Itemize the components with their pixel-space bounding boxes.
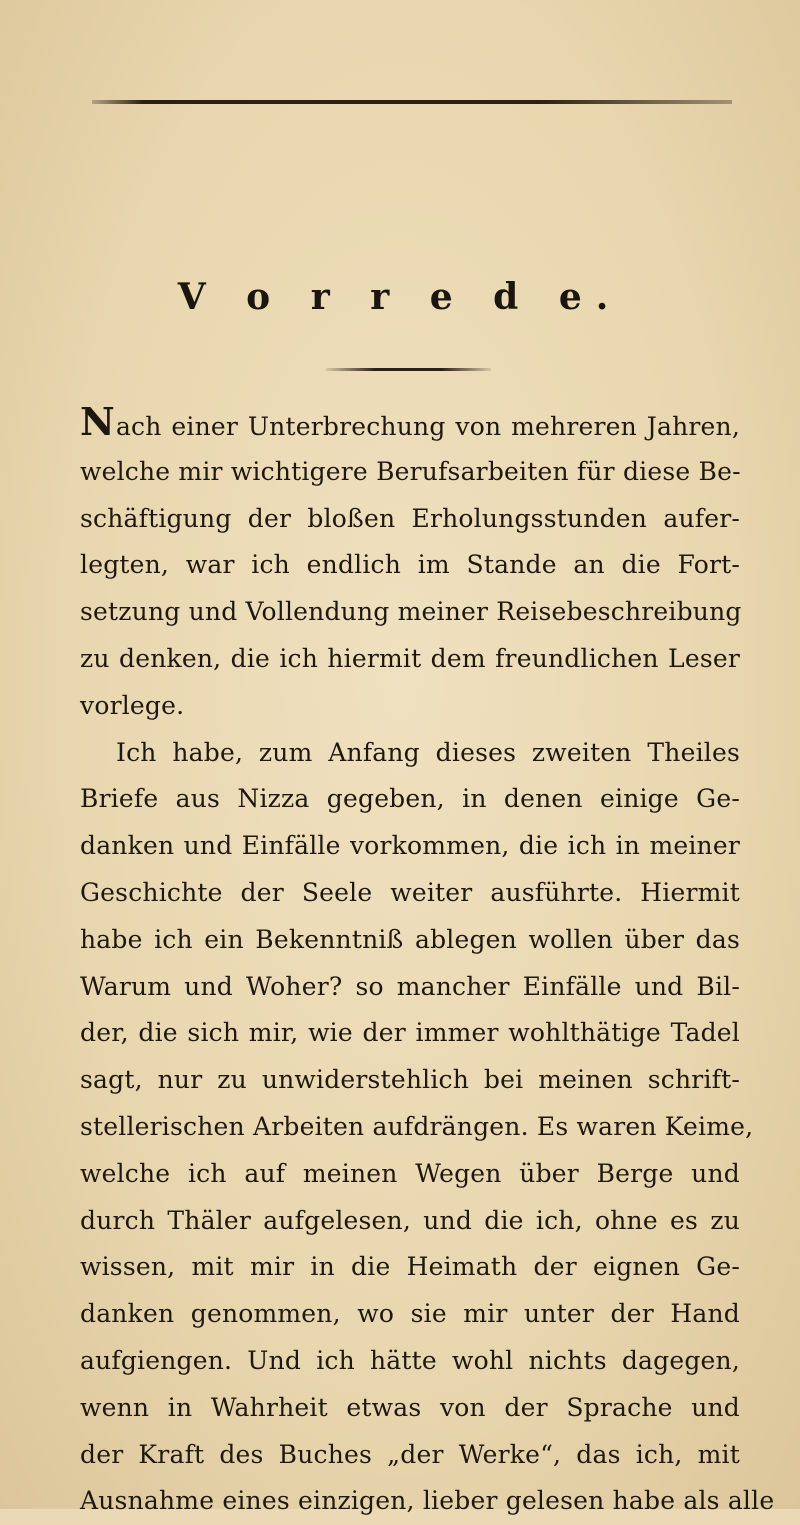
text-line: stellerischen Arbeiten aufdrängen. Es waren Keime, [80, 1111, 754, 1141]
body-text [80, 399, 775, 1525]
page-title: V o r r e d e. [177, 276, 623, 318]
text-line: Briefe aus Nizza gegeben, in denen einige Ge- [80, 784, 740, 814]
top-rule [92, 100, 732, 104]
text-line: schäftigung der bloßen Erholungsstunden aufer- [80, 503, 740, 533]
text-line: wenn in Wahrheit etwas von der Sprache und [80, 1392, 740, 1422]
text-line: Warum und Woher? so mancher Einfälle und Bil- [80, 971, 740, 1001]
text-line: Geschichte der Seele weiter ausführte. Hiermit [80, 877, 740, 907]
text-line: der, die sich mir, wie der immer wohlthätige Tadel [80, 1018, 740, 1048]
text-line: wissen, mit mir in die Heimath der eignen Ge- [80, 1252, 740, 1282]
text-line: danken genommen, wo sie mir unter der Hand [80, 1299, 740, 1329]
text-line: setzung und Vollendung meiner Reisebeschreibung [80, 597, 742, 627]
text-line: habe ich ein Bekenntniß ablegen wollen über das [80, 924, 740, 954]
text-line: vorlege. [80, 690, 185, 720]
text-line: aufgiengen. Und ich hätte wohl nichts dagegen, [80, 1345, 740, 1375]
text-line: legten, war ich endlich im Stande an die Fort- [80, 550, 740, 580]
text-line: Ich habe, zum Anfang dieses zweiten Theiles [116, 737, 740, 767]
text-line: welche mir wichtigere Berufsarbeiten für diese Be- [80, 456, 741, 486]
title-rule [326, 368, 491, 371]
text-line: durch Thäler aufgelesen, und die ich, ohne es zu [80, 1205, 740, 1235]
text-line: welche ich auf meinen Wegen über Berge und [80, 1158, 740, 1188]
text-line: danken und Einfälle vorkommen, die ich in meiner [80, 831, 740, 861]
text-line: Ausnahme eines einzigen, lieber gelesen habe als alle [80, 1486, 775, 1516]
text-line: Nach einer Unterbrechung von mehreren Jahren, [80, 399, 740, 444]
text-line: zu denken, die ich hiermit dem freundlichen Leser [80, 643, 740, 673]
text-line: der Kraft des Buches „der Werke“, das ich, mit [80, 1439, 740, 1469]
drop-initial: N [80, 399, 115, 444]
text-line: sagt, nur zu unwiderstehlich bei meinen schrift- [80, 1065, 740, 1095]
